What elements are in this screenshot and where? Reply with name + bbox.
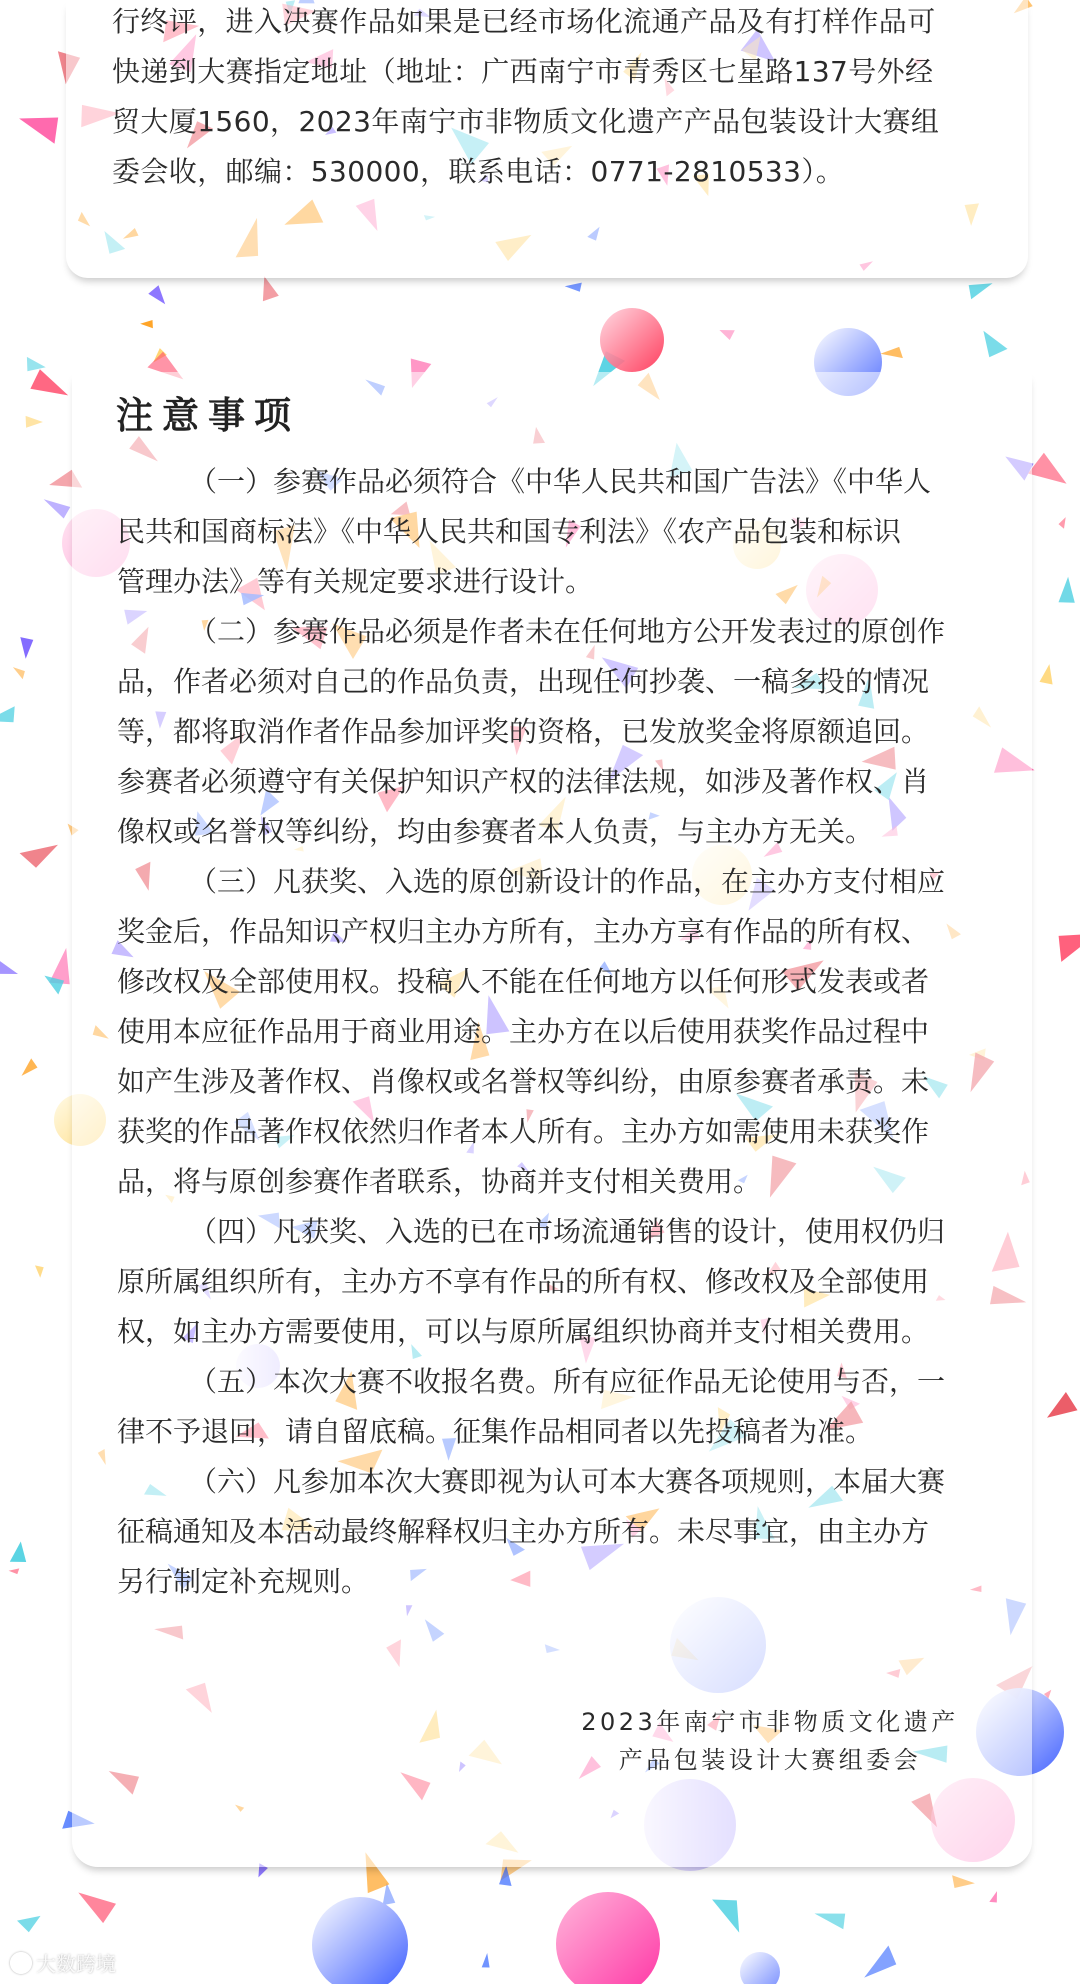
confetti-piece: [1059, 517, 1066, 529]
confetti-piece: [140, 320, 153, 328]
confetti-piece: [10, 1542, 26, 1563]
text-line: 参赛者必须遵守有关保护知识产权的法律法规，如涉及著作权、肖: [117, 765, 930, 798]
text-line: 原所属组织所有，主办方不享有作品的所有权、修改权及全部使用: [117, 1265, 930, 1298]
confetti-piece: [1028, 453, 1067, 484]
text-line: 等，都将取消作者作品参加评奖的资格，已发放奖金将原额追回。: [117, 715, 930, 748]
confetti-piece: [17, 1916, 41, 1932]
confetti-piece: [20, 845, 58, 868]
watermark-text: 大数跨境: [36, 1952, 116, 1976]
organizer-signature: [540, 1703, 1000, 1779]
text-line: 品，作者必须对自己的作品负责，出现任何抄袭、一稿多投的情况: [117, 665, 930, 698]
confetti-piece: [983, 331, 1007, 358]
text-line: 管理办法》等有关规定要求进行设计。: [117, 565, 594, 598]
confetti-piece: [712, 1900, 739, 1933]
confetti-piece: [35, 1265, 44, 1277]
text-line: 像权或名誉权等纠纷，均由参赛者本人负责，与主办方无关。: [117, 815, 874, 848]
decor-circle: [312, 1897, 408, 1984]
confetti-piece: [1040, 664, 1053, 684]
confetti-piece: [1047, 1392, 1078, 1418]
signature-line: 产品包装设计大赛组委会: [618, 1746, 922, 1774]
confetti-piece: [1059, 577, 1075, 603]
confetti-piece: [27, 357, 46, 371]
confetti-piece: [565, 283, 582, 292]
text-line: 使用本应征作品用于商业用途。主办方在以后使用获奖作品过程中: [117, 1015, 930, 1048]
text-line: 权，如主办方需要使用，可以与原所属组织协商并支付相关费用。: [117, 1315, 930, 1348]
text-line: 民共和国商标法》《中华人民共和国专利法》《农产品包装和标识: [117, 515, 902, 548]
logo-circle-icon: [10, 1952, 32, 1974]
text-line: （四）凡获奖、入选的已在市场流通销售的设计，使用权仍归: [189, 1215, 946, 1248]
confetti-piece: [26, 416, 43, 428]
intro-paragraph: [112, 0, 992, 197]
confetti-piece: [482, 1953, 490, 1968]
text-line: 征稿通知及本活动最终解释权归主办方所有。未尽事宜，由主办方: [117, 1515, 930, 1548]
text-line: （六）凡参加本次大赛即视为认可本大赛各项规则，本届大赛: [189, 1465, 946, 1498]
text-line: 快递到大赛指定地址（地址：广西南宁市青秀区七星路137号外经: [112, 55, 934, 88]
confetti-piece: [148, 285, 165, 304]
confetti-piece: [952, 1875, 975, 1888]
confetti-piece: [719, 330, 734, 340]
decor-circle: [740, 1952, 780, 1984]
text-line: （五）本次大赛不收报名费。所有应征作品无论使用与否，一: [189, 1365, 946, 1398]
text-line: 贸大厦1560，2023年南宁市非物质文化遗产产品包装设计大赛组: [112, 105, 940, 138]
confetti-piece: [989, 1891, 997, 1902]
notes-body: [117, 457, 997, 1607]
text-line: 奖金后，作品知识产权归主办方所有，主办方享有作品的所有权、: [117, 915, 930, 948]
confetti-piece: [969, 283, 993, 299]
text-line: （一）参赛作品必须符合《中华人民共和国广告法》《中华人: [189, 465, 932, 498]
confetti-piece: [815, 1914, 846, 1930]
text-line: 如产生涉及著作权、肖像权或名誉权等纠纷，由原参赛者承责。未: [117, 1065, 930, 1098]
watermark: [10, 1948, 116, 1977]
text-line: 修改权及全部使用权。投稿人不能在任何地方以任何形式发表或者: [117, 965, 930, 998]
confetti-piece: [0, 959, 18, 975]
text-line: 委会收，邮编：530000，联系电话：0771-2810533）。: [112, 155, 845, 188]
text-line: 另行制定补充规则。: [117, 1565, 370, 1598]
text-line: 律不予退回，请自留底稿。征集作品相同者以先投稿者为准。: [117, 1415, 874, 1448]
confetti-piece: [13, 667, 25, 679]
confetti-piece: [263, 276, 279, 301]
signature-line: 2023年南宁市非物质文化遗产: [581, 1708, 959, 1736]
confetti-piece: [22, 1058, 38, 1076]
text-line: 品，将与原创参赛作者联系，协商并支付相关费用。: [117, 1165, 762, 1198]
decor-circle: [600, 308, 664, 372]
decor-circle: [556, 1892, 660, 1984]
confetti-piece: [0, 706, 15, 722]
text-line: （二）参赛作品必须是作者未在任何地方公开发表过的原创作: [189, 615, 946, 648]
confetti-piece: [20, 637, 33, 659]
text-line: 行终评，进入决赛作品如果是已经市场化流通产品及有打样作品可: [112, 5, 936, 38]
confetti-piece: [30, 369, 68, 395]
confetti-piece: [78, 1893, 116, 1924]
confetti-piece: [864, 1946, 896, 1978]
confetti-piece: [19, 118, 58, 144]
confetti-piece: [9, 1568, 20, 1574]
confetti-piece: [880, 347, 903, 358]
confetti-piece: [1059, 934, 1080, 962]
section-heading: 注意事项: [116, 394, 300, 437]
text-line: （三）凡获奖、入选的原创新设计的作品，在主办方支付相应: [189, 865, 946, 898]
text-line: 获奖的作品著作权依然归作者本人所有。主办方如需使用未获奖作: [117, 1115, 930, 1148]
confetti-piece: [44, 499, 71, 518]
